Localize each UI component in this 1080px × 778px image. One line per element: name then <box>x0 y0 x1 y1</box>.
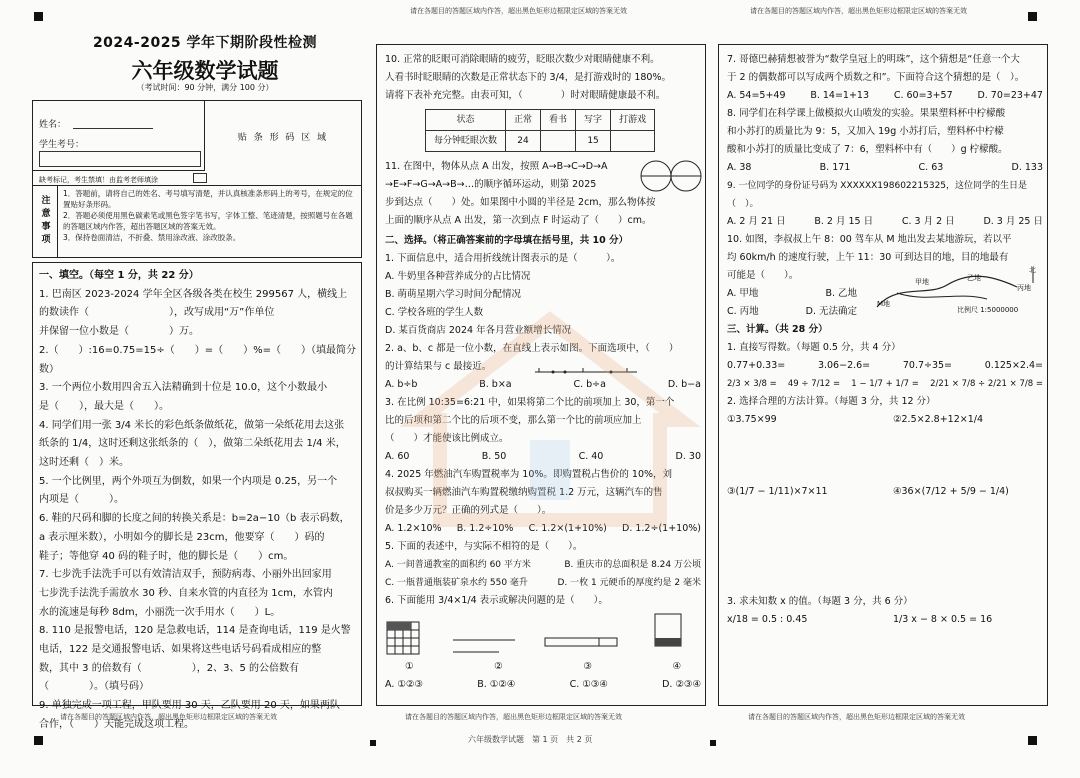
option-a: A. 一间普通教室的面积约 60 平方米 <box>385 560 531 570</box>
choice-q6-options <box>385 676 701 694</box>
option-d: D. 133 <box>1011 162 1043 173</box>
choice-q4-line: 价是多少万元？正确的列式是（ ）。 <box>385 505 552 516</box>
section1-line: （ ）。（填号码） <box>39 681 149 693</box>
section1-line: a 表示厘米数），小明如今的脚长是 23cm，他要穿（ ）码的 <box>39 531 325 543</box>
option-c: C. 一瓶普通瓶装矿泉水约 550 毫升 <box>385 578 528 588</box>
figure-label: ③ <box>583 661 592 672</box>
option-d: D. 70=23+47 <box>977 90 1043 101</box>
choice-q3-line: 比的后项和第二个比的后项不变，那么第一个比的前项应加上 <box>385 415 642 426</box>
section1-line: 9. 单独完成一项工程，甲队要用 30 天，乙队要用 20 天，如果两队 <box>39 700 340 712</box>
calc1-row1 <box>727 357 1043 375</box>
calc2-heading: 2. 选择合理的方法计算。（每题 3 分，共 12 分） <box>727 396 936 407</box>
choice-q10-line: 均 60km/h 的速度行驶，上午 11：30 可到达目的地，目的地最有 <box>727 252 1009 263</box>
option-a: A. b÷b <box>385 379 418 390</box>
choice-q3-line: 3. 在比例 10:35=6:21 中，如果将第二个比的前项加上 30，第一个 <box>385 397 675 408</box>
section1-line: 这时还剩（ ）米。 <box>39 457 129 469</box>
option-a: A. 38 <box>727 162 752 173</box>
choice-q4-options <box>385 520 701 538</box>
table-cell: 15 <box>576 131 611 152</box>
strip-figure <box>543 628 621 658</box>
calc-item: 0.125×2.4= <box>984 360 1043 371</box>
segment-figure <box>451 628 517 658</box>
option-b: B. ①②④ <box>477 679 516 690</box>
q10-line: 请将下表补充完整。由表可知，（ ）时对眼睛健康最不利。 <box>385 90 666 101</box>
table-cell[interactable] <box>541 131 576 152</box>
name-field[interactable] <box>73 128 153 129</box>
option-b: B. 1.2÷10% <box>456 523 514 534</box>
calc-item: 0.77+0.33= <box>727 360 786 371</box>
choice-q1-option: C. 学校各班的学生人数 <box>385 307 484 318</box>
barcode-area: 贴 条 形 码 区 域 <box>237 132 329 143</box>
notes-title: 注意事项 <box>33 185 58 257</box>
note-item: 3．保持卷面清洁，不折叠、禁用涂改液、涂改胶条。 <box>63 233 241 242</box>
calc2-item: ①3.75×99 <box>727 414 777 425</box>
option-b: B. 14=1+13 <box>810 90 870 101</box>
table-cell[interactable] <box>611 131 655 152</box>
calc2-row1 <box>727 411 1043 483</box>
q6-figures <box>385 610 701 658</box>
option-d: D. 3 月 25 日 <box>983 216 1043 227</box>
middle-content <box>385 51 701 694</box>
option-c: C. ①③④ <box>569 679 608 690</box>
calc2-item: ④36×(7/12 + 5/9 − 1/4) <box>893 486 1009 497</box>
option-a: A. ①②③ <box>385 679 423 690</box>
choice-q5-options-row2 <box>385 574 701 592</box>
section1-line: 鞋子；等他穿 40 码的鞋子时，他的脚长是（ ）cm。 <box>39 550 294 562</box>
right-column-box <box>718 44 1048 706</box>
calc1-row2 <box>727 375 1043 393</box>
q11-line: 上面的顺序从点 A 出发，第一次到点 F 时运动了（ ）cm。 <box>385 215 652 226</box>
table-cell: 每分钟眨眼次数 <box>426 131 506 152</box>
calc3-heading: 3. 求未知数 x 的值。（每题 3 分，共 6 分） <box>727 596 913 607</box>
table-header-cell: 写字 <box>576 110 611 131</box>
alignment-mark <box>1028 736 1037 745</box>
choice-q8-options <box>727 159 1043 177</box>
option-c: C. 丙地 <box>727 306 759 317</box>
table-header-cell: 正常 <box>506 110 541 131</box>
choice-q3-line: （ ）才能使该比例成立。 <box>385 433 509 444</box>
option-c: C. 40 <box>578 451 604 462</box>
map-label-yi: 乙地 <box>967 274 981 282</box>
alignment-mark <box>1028 12 1037 21</box>
section1-line: 数，其中 3 的倍数有（ ），2、3、5 的公倍数有 <box>39 662 299 674</box>
choice-q5-line: 5. 下面的表述中，与实际不相符的是（ ）。 <box>385 541 583 552</box>
option-a: A. 1.2×10% <box>385 523 442 534</box>
alignment-mark <box>370 740 376 746</box>
option-d: D. 无法确定 <box>805 306 857 317</box>
two-circles-figure <box>639 154 705 198</box>
choice-q2-line: 的计算结果与 c 最接近。 <box>385 361 492 372</box>
option-c: C. 63 <box>918 162 944 173</box>
table-header-cell: 打游戏 <box>611 110 655 131</box>
section1-line: 8. 110 是报警电话，120 是急救电话，114 是查询电话，119 是火警 <box>39 625 351 637</box>
blink-table <box>425 109 655 152</box>
choice-q7-line: 于 2 的偶数都可以写成两个质数之和”。下面符合这个猜想的是（ ）。 <box>727 72 1025 83</box>
section3-heading: 三、计算。（共 28 分） <box>727 324 828 335</box>
option-a: A. 54=5+49 <box>727 90 786 101</box>
option-c: C. b÷a <box>573 379 606 390</box>
choice-q5-options-row1 <box>385 556 701 574</box>
alignment-mark <box>34 736 43 745</box>
map-label-jia: 甲地 <box>915 278 929 286</box>
equation-item: x/18 = 0.5 : 0.45 <box>727 614 808 625</box>
section1-line: 合作，（ ）天能完成这项工程。 <box>39 718 194 730</box>
option-a: A. 甲地 <box>727 288 759 299</box>
q10-line: 10. 正常的眨眼可消除眼睛的疲劳，眨眼次数少对眼睛健康不利。 <box>385 54 660 65</box>
calc2-item: ③(1/7 − 1/11)×7×11 <box>727 486 828 497</box>
table-row <box>426 131 655 152</box>
number-line-figure <box>531 360 641 382</box>
calc-item: 2/21 × 7/8 ÷ 2/21 × 7/8 = <box>930 379 1043 389</box>
exam-year-line: 2024-2025 学年下期阶段性检测 <box>92 35 318 51</box>
table-header-cell: 状态 <box>426 110 506 131</box>
map-label-m: M地 <box>877 300 891 308</box>
option-b: B. 乙地 <box>825 288 857 299</box>
choice-q6-line: 6. 下面能用 3/4×1/4 表示或解决问题的是（ ）。 <box>385 595 608 606</box>
choice-q1-option: A. 牛奶里各种营养成分的占比情况 <box>385 271 531 282</box>
option-a: A. 60 <box>385 451 410 462</box>
choice-q7-line: 7. 哥德巴赫猜想被誉为“数学皇冠上的明珠”，这个猜想是“任意一个大 <box>727 54 1020 65</box>
option-d: D. 一枚 1 元硬币的厚度约是 2 毫米 <box>557 578 701 588</box>
calc-item: 70.7÷35= <box>902 360 953 371</box>
option-c: C. 60=3+57 <box>893 90 953 101</box>
notes-list <box>63 188 359 243</box>
section1-line: 并保留一位小数是（ ）万。 <box>39 326 199 338</box>
section2-heading: 二、选择。（将正确答案前的字母填在括号里，共 10 分） <box>385 235 629 246</box>
absent-mark-label: 缺考标记，考生禁填！由监考老师填涂 <box>39 176 158 184</box>
option-d: D. ②③④ <box>662 679 701 690</box>
calc1-heading: 1. 直接写得数。（每题 0.5 分，共 4 分） <box>727 342 901 353</box>
figure-label: ① <box>405 661 414 672</box>
section1-content <box>39 267 357 735</box>
choice-q1-option: B. 萌萌星期六学习时间分配情况 <box>385 289 522 300</box>
option-a: A. 2 月 21 日 <box>727 216 786 227</box>
rectangle-figure <box>647 612 701 658</box>
section1-line: 4. 同学们用一张 3/4 米长的彩色纸条做纸花，做第一朵纸花用去这张 <box>39 419 345 431</box>
figure-label: ② <box>494 661 503 672</box>
name-id-area <box>33 101 205 171</box>
page-footer: 六年级数学试题 第 1 页 共 2 页 <box>468 735 593 744</box>
choice-q10-line: 可能是（ ）。 <box>727 270 799 281</box>
choice-q10-line: 10. 如图，李叔叔上午 8：00 驾车从 M 地出发去某地游玩，若以平 <box>727 234 1012 245</box>
q10-area <box>727 267 1043 321</box>
q11-line: 11. 在图中，物体从点 A 出发，按照 A→B→C→D→A <box>385 161 608 172</box>
choice-q4-line: 4. 2025 年燃油汽车购置税率为 10%。即购置税占售价的 10%，刘 <box>385 469 673 480</box>
middle-column-box <box>376 44 706 706</box>
section1-line: 是（ ），最大是（ ）。 <box>39 400 169 412</box>
option-d: D. 1.2÷(1+10%) <box>622 523 701 534</box>
table-header-cell: 看书 <box>541 110 576 131</box>
section1-line: 3. 一个两位小数用四舍五入法精确到十位是 10.0，这个小数最小 <box>39 382 328 394</box>
option-c: C. 1.2×(1+10%) <box>528 523 607 534</box>
option-b: B. 50 <box>481 451 507 462</box>
figure-label: ④ <box>672 661 681 672</box>
section1-line: 的数读作（ ），改写成用“万”作单位 <box>39 307 275 319</box>
alignment-mark <box>34 12 43 21</box>
choice-q9-options <box>727 213 1043 231</box>
section1-line: 纸条的 1/4，这时还剩这张纸条的（ ），做第二朵纸花用去 1/4 米， <box>39 438 346 450</box>
map-label-bing: 丙地 <box>1017 284 1031 292</box>
option-b: B. 171 <box>819 162 851 173</box>
top-notice-middle: 请在各题目的答题区域内作答，超出黑色矩形边框限定区域的答案无效 <box>410 7 627 15</box>
section1-line: 电话，122 是交通报警电话、如果将这些电话号码看成相应的整 <box>39 644 322 656</box>
choice-q1-option: D. 某百货商店 2024 年各月营业额增长情况 <box>385 325 572 336</box>
calc3-row <box>727 611 1043 629</box>
right-content <box>727 51 1043 629</box>
student-info-box <box>32 100 362 258</box>
table-cell: 24 <box>506 131 541 152</box>
choice-q1-line: 1. 下面信息中，适合用折线统计图表示的是（ ）。 <box>385 253 621 264</box>
choice-q10-options-row1 <box>727 285 857 303</box>
calc-item: 2/3 × 3/8 = <box>727 379 777 389</box>
choice-q9-line: 9. 一位同学的身份证号码为 XXXXXX198602215325，这位同学的生日是（ ）。 <box>727 181 1028 209</box>
bottom-notice-right: 请在各题目的答题区域内作答，超出黑色矩形边框限定区域的答案无效 <box>748 713 965 721</box>
section1-line: 6. 鞋的尺码和脚的长度之间的转换关系是：b=2a−10（b 表示码数， <box>39 513 350 525</box>
section1-line: 1. 巴南区 2023-2024 学年全区各级各类在校生 299567 人，横线上 <box>39 288 348 300</box>
option-b: B. b×a <box>479 379 512 390</box>
student-id-label: 学生考号： <box>39 140 85 150</box>
exam-subtitle: （考试时间：90 分钟，满分 100 分） <box>136 83 274 92</box>
map-label-north: 北 <box>1029 266 1036 274</box>
choice-q8-line: 和小苏打的质量比为 9：5，又加入 19g 小苏打后，塑料杯中柠檬 <box>727 126 1004 137</box>
section1-line: 5. 一个比例里，两个外项互为倒数，如果一个内项是 0.25，另一个 <box>39 475 338 487</box>
section1-line: 七步洗手法洗手需放水 30 秒、自来水管的内直径为 1cm，水管内 <box>39 587 333 599</box>
choice-q7-options <box>727 87 1043 105</box>
table-header-row <box>426 110 655 131</box>
section1-line: 水的流速是每秒 8dm，小丽洗一次手用水（ ）L。 <box>39 606 281 618</box>
section1-heading: 一、填空。（每空 1 分，共 22 分） <box>39 270 199 281</box>
top-notice-right: 请在各题目的答题区域内作答，超出黑色矩形边框限定区域的答案无效 <box>750 7 967 15</box>
note-item: 1．答题前，请将自己的姓名、考号填写清楚，并认真核准条形码上的考号，在规定的位置贴好条形码。 <box>63 189 353 209</box>
option-d: D. b−a <box>667 379 701 390</box>
calc-item: 3.06−2.6= <box>817 360 871 371</box>
q11-line: →E→F→G→A→B→…的顺序循环运动，则第 2025 <box>385 179 597 190</box>
name-label: 姓名： <box>39 120 67 130</box>
calc-item: 1 − 1/7 + 1/7 = <box>851 379 919 389</box>
alignment-mark <box>710 740 716 746</box>
q11-line: 步到达点（ ）处。如果图中小圆的半径是 2cm，那么物体按 <box>385 197 656 208</box>
bottom-notice-left: 请在各题目的答题区域内作答，超出黑色矩形边框限定区域的答案无效 <box>60 713 277 721</box>
choice-q10-options-row2 <box>727 303 857 321</box>
equation-item: 1/3 x − 8 × 0.5 = 16 <box>893 614 993 625</box>
option-d: D. 30 <box>675 451 701 462</box>
choice-q4-line: 叔叔购买一辆燃油汽车购置税缴纳购置税 1.2 万元，这辆汽车的售 <box>385 487 663 498</box>
option-b: B. 重庆市的总面积是 8.24 万公顷 <box>564 560 701 570</box>
q6-figure-labels <box>385 658 701 676</box>
calc-item: 49 ÷ 7/12 = <box>787 379 841 389</box>
student-id-field[interactable] <box>39 151 201 167</box>
section1-line: 内项是（ ）。 <box>39 494 124 506</box>
calc2-item: ②2.5×2.8+12×1/4 <box>893 414 983 425</box>
absent-mark-box[interactable] <box>193 173 207 183</box>
bottom-notice-middle: 请在各题目的答题区域内作答，超出黑色矩形边框限定区域的答案无效 <box>405 713 622 721</box>
page-title: 六年级数学试题 <box>131 59 279 83</box>
choice-q3-options <box>385 448 701 466</box>
choice-q8-line: 酸和小苏打的质量比变成了 7：6，塑料杯中有（ ）g 柠檬酸。 <box>727 144 1008 155</box>
section1-line: 2.（ ）:16=0.75=15÷（ ）=（ ）%=（ ）（填最简分数） <box>39 344 357 375</box>
note-item: 2．答题必须使用黑色碳素笔或黑色签字笔书写，字体工整、笔迹清楚，按照题号在各题的答题区域内作答，超出答题区域的答案无效。 <box>63 211 353 231</box>
grid-figure <box>385 618 425 658</box>
choice-q8-line: 8. 同学们在科学课上做模拟火山喷发的实验。果果塑料杯中柠檬酸 <box>727 108 1006 119</box>
option-b: B. 2 月 15 日 <box>814 216 874 227</box>
map-scale: 比例尺 1:5000000 <box>957 306 1019 314</box>
section1-line: 7. 七步洗手法洗手可以有效清洁双手，预防病毒、小丽外出回家用 <box>39 569 332 581</box>
choice-q2-line: 2. a、b、c 都是一位小数，在直线上表示如图。下面选项中，（ ） <box>385 343 679 354</box>
option-c: C. 3 月 2 日 <box>901 216 955 227</box>
calc2-row2 <box>727 483 1043 593</box>
q10-line: 人看书时眨眼睛的次数是正常状态下的 3/4，是打游戏时的 180%。 <box>385 72 671 83</box>
